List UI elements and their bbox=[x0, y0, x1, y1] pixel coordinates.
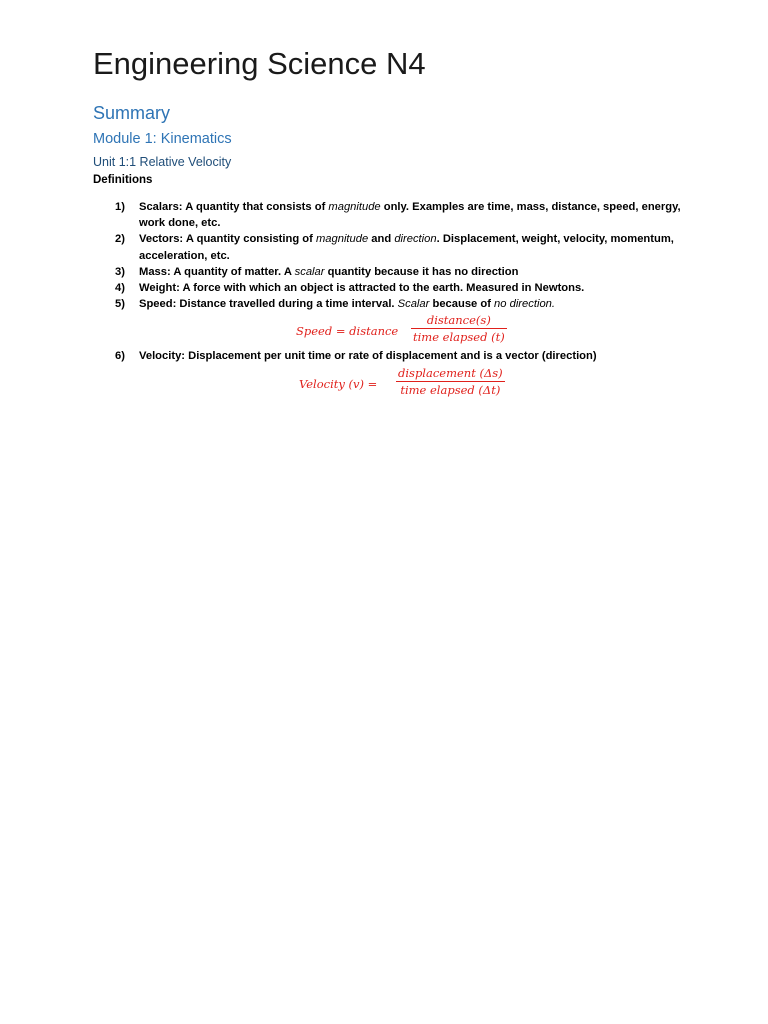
item-italic: direction bbox=[394, 233, 437, 246]
document-title: Engineering Science N4 bbox=[93, 46, 426, 81]
speed-equation-numerator: distance(s) bbox=[426, 313, 491, 328]
item-term: Scalars: bbox=[139, 201, 183, 213]
definition-item-scalars bbox=[93, 199, 683, 231]
item-text: quantity because it has no direction bbox=[324, 265, 519, 278]
item-number: 3) bbox=[115, 265, 125, 278]
heading-summary: Summary bbox=[93, 103, 171, 123]
speed-equation-lhs: Speed = distance bbox=[296, 324, 399, 339]
item-italic: no direction. bbox=[494, 298, 555, 311]
item-text: A quantity consisting of bbox=[183, 233, 316, 246]
item-italic: scalar bbox=[294, 265, 325, 278]
item-text: Displacement per unit time or rate of displacement and is a vector (direction) bbox=[185, 350, 597, 363]
item-italic: Scalar bbox=[397, 298, 430, 311]
definitions-label: Definitions bbox=[93, 174, 153, 186]
speed-equation bbox=[93, 312, 683, 348]
item-number: 1) bbox=[115, 201, 125, 213]
item-number: 4) bbox=[115, 282, 125, 295]
item-term: Velocity: bbox=[139, 350, 186, 363]
item-number: 2) bbox=[115, 233, 125, 246]
item-text: and bbox=[368, 233, 395, 246]
heading-unit: Unit 1:1 Relative Velocity bbox=[93, 155, 232, 169]
speed-equation-denominator: time elapsed (t) bbox=[413, 330, 505, 345]
definition-item-vectors bbox=[93, 231, 683, 263]
velocity-equation-lhs: Velocity (v) = bbox=[299, 376, 378, 391]
definition-item-weight bbox=[93, 280, 683, 296]
velocity-equation-denominator: time elapsed (Δt) bbox=[400, 382, 501, 397]
item-term: Vectors: bbox=[139, 233, 184, 246]
item-italic: magnitude bbox=[315, 233, 369, 246]
item-text: A quantity that consists of bbox=[182, 201, 329, 213]
velocity-equation bbox=[93, 365, 683, 401]
item-text: . Displacement, weight, velocity, momentum, acceleration, etc. bbox=[139, 233, 674, 262]
item-number: 6) bbox=[115, 350, 125, 363]
velocity-equation-fraction bbox=[396, 365, 505, 399]
item-text: A quantity of matter. A bbox=[170, 265, 295, 278]
definition-item-speed bbox=[93, 296, 683, 312]
item-term: Speed: bbox=[139, 298, 177, 311]
item-term: Mass: bbox=[139, 265, 171, 278]
heading-module: Module 1: Kinematics bbox=[93, 131, 232, 147]
item-text: A force with which an object is attracted to the earth. Measured in Newtons. bbox=[179, 282, 585, 295]
item-italic: magnitude bbox=[328, 201, 381, 213]
item-term: Weight: bbox=[139, 282, 180, 295]
definition-item-velocity bbox=[93, 348, 683, 364]
speed-equation-fraction bbox=[411, 312, 507, 346]
definitions-list bbox=[93, 199, 683, 401]
item-text: only. Examples are time, mass, distance, speed, energy, work done, etc. bbox=[139, 201, 681, 230]
item-text: because of bbox=[429, 298, 495, 311]
velocity-equation-numerator: displacement (Δs) bbox=[398, 365, 503, 380]
definition-item-mass bbox=[93, 264, 683, 280]
item-number: 5) bbox=[115, 298, 125, 311]
item-text: Distance travelled during a time interval. bbox=[176, 298, 398, 311]
